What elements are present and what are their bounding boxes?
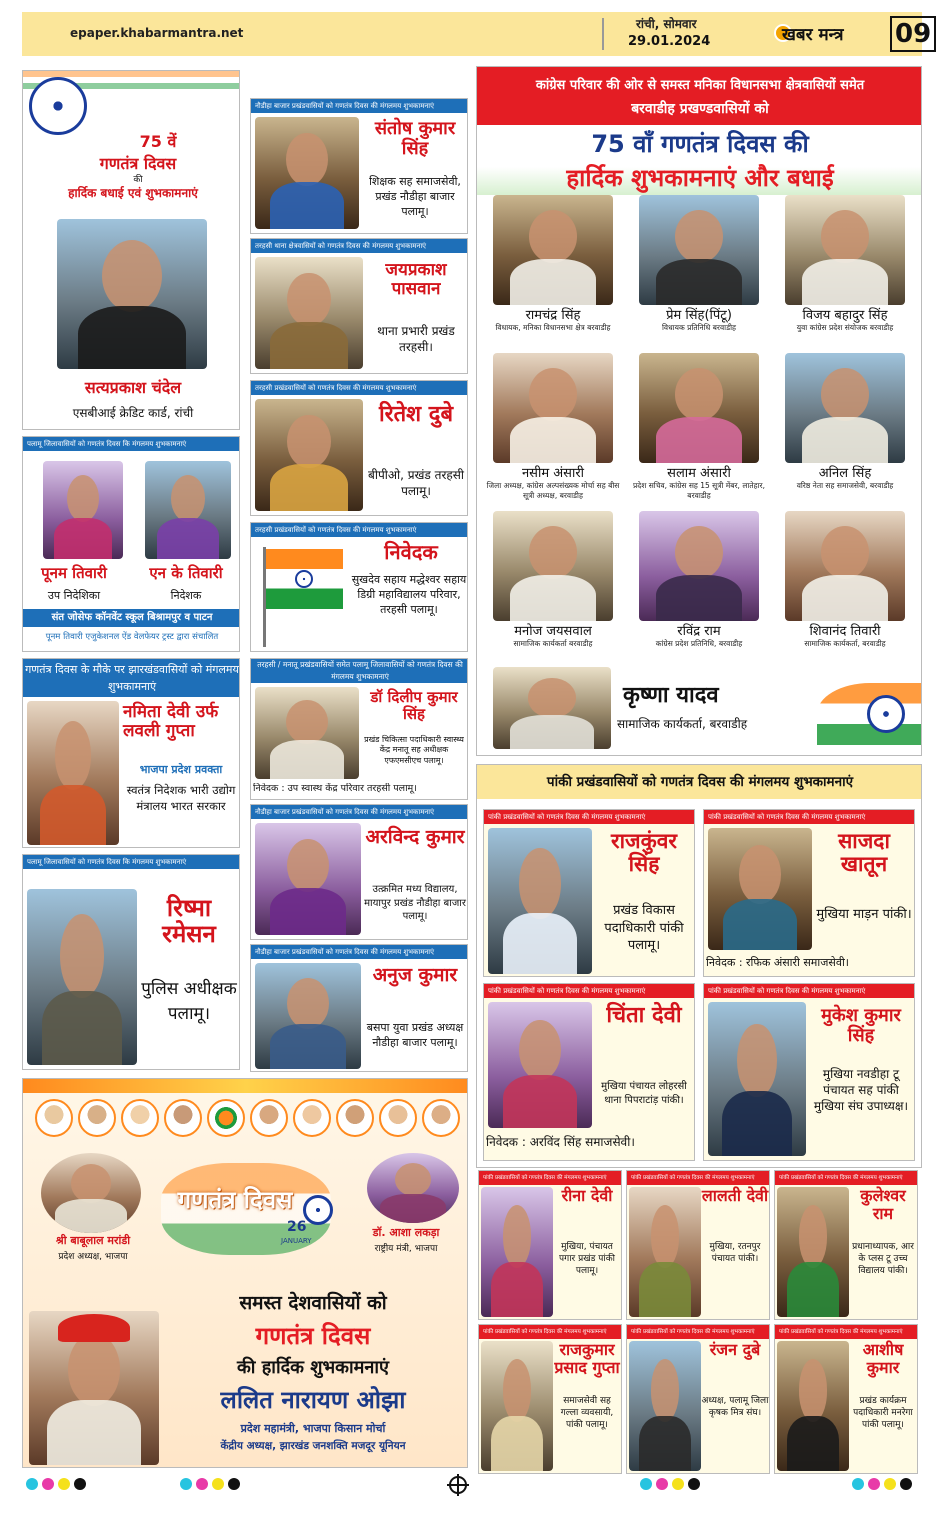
ad1-line3: की (133, 175, 143, 185)
congress-photo (493, 195, 613, 305)
panki-big-2 (703, 809, 915, 977)
photo-satyaprakash (57, 219, 207, 369)
panki-small-photo (777, 1341, 849, 1471)
photo-lalit (29, 1311, 159, 1465)
ad2-strip: पलामू जिलावासियों को गणतंत्र दिवस कि मंगलमय शुभकामनाएं (23, 437, 240, 451)
site-url[interactable]: epaper.khabarmantra.net (70, 26, 244, 40)
congress-photo (493, 353, 613, 463)
bjp-leader-thumb (35, 1099, 73, 1137)
col2-strip-6: नौडीहा बाजार प्रखंडवासियों को गणतंत्र दिवस की मंगलमय शुभकामनाएं (251, 805, 468, 819)
ad-anuj (250, 944, 468, 1072)
photo-chinta (488, 1002, 592, 1128)
col2-desc-6: उत्क्रमित मध्य विद्यालय, मायापुर प्रखंड नौडीहा बाजार पलामू। (364, 884, 466, 922)
col2-desc-1: शिक्षक सह समाजसेवी, प्रखंड नौडीहा बाजार पलामू। (369, 175, 461, 218)
photo-babulal (41, 1153, 141, 1233)
ashoka-chakra-icon (29, 77, 87, 135)
panki-big-name-2: साजदा खातून (838, 829, 890, 877)
bjp-logo-text: गणतंत्र दिवस (177, 1186, 293, 1214)
col2-name-3: रितेश दुबे (378, 402, 454, 427)
color-registration-mid-right (640, 1478, 700, 1492)
congress-person-desc: सामाजिक कार्यकर्ता, बरवाडीह (804, 639, 886, 648)
congress-person-desc: जिला अध्यक्ष, कांग्रेस अल्पसंख्यक मोर्चा सह बीस सूत्री अध्यक्ष, बरवाडीह (486, 481, 620, 500)
bjp-leader-thumb (422, 1099, 460, 1137)
col2-footer-5: निवेदक : उप स्वास्थ केंद्र परिवार तरहसी पलामू। (253, 783, 417, 794)
bjp-right-role: राष्ट्रीय मंत्री, भाजपा (374, 1244, 438, 1254)
col2-strip-5: तरहसी / मनातू प्रखंडवासियों समेत पलामू जिलावासियों को गणतंत्र दिवस की मंगलमय शुभकामनाएं (251, 659, 468, 683)
brand-name: खबर मन्त्र (782, 25, 844, 45)
bjp-name: ललित नारायण ओझा (220, 1386, 406, 1414)
panki-small-photo (481, 1187, 553, 1317)
congress-person-name: नसीम अंसारी (521, 466, 585, 481)
panki-big-name-1: राजकुंवर सिंह (610, 829, 677, 877)
col2-desc-2: थाना प्रभारी प्रखंड तरहसी। (377, 324, 455, 355)
panki-small-desc: समाजसेवी सह गल्ला व्यवसायी, पांकी पलामू। (560, 1396, 614, 1431)
bjp-leader-thumb (379, 1099, 417, 1137)
congress-photo (493, 511, 613, 621)
col2-desc-5: प्रखंड चिकित्सा पदाधिकारी स्वास्थ्य केंद्र मनातू सह अधीक्षक एफएमसीएच पलामू। (364, 735, 464, 765)
congress-person-desc: प्रदेश सचिव, कांग्रेस सह 15 सूत्री मेंबर, लातेहार, बरवाडीह (632, 481, 765, 500)
congress-photo (639, 353, 759, 463)
bjp-leader-thumb (250, 1099, 288, 1137)
bjp-left-name: श्री बाबूलाल मरांडी (55, 1234, 131, 1247)
photo-sajda (708, 828, 812, 950)
ad-panki (476, 764, 922, 1168)
congress-title2: हार्दिक शुभकामनाएं और बधाई (566, 164, 834, 192)
ad3-name: नमिता देवी उर्फ लवली गुप्ता (123, 702, 219, 741)
bjp-role2: केंद्रीय अध्यक्ष, झारखंड जनशक्ति मजदूर यूनियन (220, 1440, 406, 1452)
ad3-head: गणतंत्र दिवस के मौके पर झारखंडवासियों को मंगलमय शुभकामनाएं (23, 659, 240, 697)
ad4-name: रिष्मा रमेसन (162, 894, 216, 949)
panki-big-desc-1: प्रखंड विकास पदाधिकारी पांकी पलामू। (604, 903, 684, 954)
bjp-left-role: प्रदेश अध्यक्ष, भाजपा (58, 1252, 128, 1262)
ashoka-chakra-icon (303, 1195, 333, 1225)
col2-strip-2: तरहसी थाना क्षेत्रवासियों को गणतंत्र दिवस की मंगलमय शुभकामनाएं (251, 239, 468, 253)
panki-small-photo (629, 1341, 701, 1471)
congress-head2: बरवाडीह प्रखण्डवासियों को (631, 101, 769, 117)
col2-desc-4: सुखदेव सहाय मद्धेश्वर सहाय डिग्री महाविद्यालय परिवार, तरहसी पलामू। (351, 573, 467, 616)
bjp-line2: गणतंत्र दिवस (255, 1322, 371, 1350)
panki-small-desc: प्रखंड कार्यक्रम पदाधिकारी मनरेगा पांकी पलामू। (853, 1396, 913, 1431)
photo-anuj (255, 963, 361, 1069)
bjp-leader-thumb (336, 1099, 374, 1137)
panki-big-name-3: चिंता देवी (606, 1003, 682, 1028)
col2-strip-3: तरहसी प्रखंडवासियों को गणतंत्र दिवस की मंगलमय शुभकामनाएं (251, 381, 468, 395)
congress-person-name: शिवानंद तिवारी (809, 624, 881, 639)
bjp-line3: की हार्दिक शुभकामनाएं (236, 1357, 390, 1378)
panki-big-3 (483, 983, 695, 1161)
panki-small-card (626, 1324, 770, 1474)
bjp-leader-thumb (164, 1099, 202, 1137)
photo-rishma (27, 889, 137, 1065)
col2-strip-7: नौडीहा बाजार प्रखंडवासियों को गणतंत्र दिवस की मंगलमय शुभकामनाएं (251, 945, 468, 959)
ad-arvind (250, 804, 468, 940)
ad2-name1: पूनम तिवारी (41, 564, 107, 582)
ad-ritesh (250, 380, 468, 516)
congress-last-name: कृष्णा यादव (623, 683, 719, 708)
ad-jayprakash (250, 238, 468, 374)
ad-dilip (250, 658, 468, 800)
congress-last-desc: सामाजिक कार्यकर्ता, बरवाडीह (617, 717, 748, 731)
color-registration-left (26, 1478, 86, 1492)
panki-small-strip: पांकी प्रखंडवासियों को गणतंत्र दिवस की मंगलमय शुभकामनाएं (627, 1325, 770, 1339)
city-day: रांची, सोमवार (636, 17, 697, 31)
panki-small-photo (629, 1187, 701, 1317)
panki-small-name: रंजन दुबे (709, 1340, 761, 1359)
panki-head: पांकी प्रखंडवासियों को गणतंत्र दिवस की मंगलमय शुभकामनाएं (477, 765, 922, 799)
flag-chakra-icon (295, 570, 313, 588)
panki-small-name: कुलेश्वर राम (860, 1186, 906, 1223)
ad-tiwari (22, 436, 240, 652)
panki-strip-3: पांकी प्रखंडवासियों को गणतंत्र दिवस की मंगलमय शुभकामनाएं (484, 984, 695, 998)
bjp-leader-thumb (293, 1099, 331, 1137)
col2-strip-4: तरहसी प्रखंडवासियों को गणतंत्र दिवस की मंगलमय शुभकामनाएं (251, 523, 468, 537)
ad2-name2: एन के तिवारी (149, 564, 223, 582)
panki-big-desc-2: मुखिया माड़न पांकी। (816, 907, 912, 922)
ad4-desc: पुलिस अधीक्षक पलामू। (141, 979, 237, 1024)
congress-photo (639, 195, 759, 305)
ad1-line1: 75 वें (139, 132, 177, 151)
ad1-desc: एसबीआई क्रेडिट कार्ड, रांची (72, 406, 194, 420)
congress-photo (785, 353, 905, 463)
photo-dilip (255, 687, 359, 779)
photo-poonam-tiwari (43, 461, 123, 559)
congress-head1: कांग्रेस परिवार की ओर से समस्त मनिका विधानसभा क्षेत्रवासियों समेत (535, 78, 865, 93)
color-registration-mid-left (180, 1478, 240, 1492)
photo-asha (367, 1153, 459, 1223)
congress-photo (785, 195, 905, 305)
ad-rishma (22, 854, 240, 1070)
congress-person-desc: सामाजिक कार्यकर्ता बरवाडीह (513, 639, 593, 648)
congress-person-name: अनिल सिंह (818, 466, 872, 481)
panki-small-strip: पांकी प्रखंडवासियों को गणतंत्र दिवस की मंगलमय शुभकामनाएं (627, 1171, 770, 1185)
congress-person-name: रविंद्र राम (677, 624, 721, 639)
col2-strip-1: नौडीहा बाजार प्रखंडवासियों को गणतंत्र दिवस की मंगलमय शुभकामनाएं (251, 99, 468, 113)
ad2-role2: निदेशक (170, 589, 202, 602)
panki-small-desc: मुखिया, पंचायत पगार प्रखंड पांकी पलामू। (559, 1242, 615, 1277)
ad-satyaprakash (22, 70, 240, 430)
ad1-line4: हार्दिक बधाई एवं शुभकामनाएं (68, 186, 198, 200)
photo-krishna-yadav (493, 667, 611, 749)
header-divider (602, 18, 604, 50)
col2-name-1: संतोष कुमार सिंह (374, 118, 456, 159)
panki-big-desc-4: मुखिया नवडीहा टू पंचायत सह पांकी मुखिया संघ उपाध्यक्ष। (813, 1067, 909, 1114)
congress-person-desc: विधायक, मनिका विधानसभा क्षेत्र बरवाडीह (495, 323, 611, 332)
col2-desc-3: बीपीओ, प्रखंड तरहसी पलामू। (367, 468, 464, 499)
bjp-leader-thumb (78, 1099, 116, 1137)
bjp-right-name: डॉ. आशा लकड़ा (372, 1226, 440, 1239)
flag-pole (263, 547, 266, 647)
panki-small-name: राजकुमार प्रसाद गुप्ता (554, 1340, 620, 1377)
photo-mukesh (708, 1002, 806, 1156)
congress-person-desc: कांग्रेस प्रदेश प्रतिनिधि, बरवाडीह (655, 639, 743, 648)
panki-strip-4: पांकी प्रखंडवासियों को गणतंत्र दिवस की मंगलमय शुभकामनाएं (704, 984, 915, 998)
col2-name-7: अनुज कुमार (372, 964, 458, 986)
panki-small-photo (777, 1187, 849, 1317)
page-number: 09 (890, 16, 936, 52)
page-header (22, 12, 932, 56)
ad1-line2: गणतंत्र दिवस (99, 154, 177, 173)
congress-photo (639, 511, 759, 621)
panki-strip-1: पांकी प्रखंडवासियों को गणतंत्र दिवस की मंगलमय शुभकामनाएं (484, 810, 695, 824)
congress-person-name: विजय बहादुर सिंह (802, 308, 888, 323)
ad-santosh (250, 98, 468, 234)
ad2-school: संत जोसेफ कॉनवेंट स्कूल बिश्रामपुर व पाटन (23, 609, 240, 627)
panki-big-footer-2: निवेदक : रफिक अंसारी समाजसेवी। (706, 956, 849, 969)
col2-name-6: अरविन्द कुमार (365, 826, 465, 848)
congress-person-name: मनोज जयसवाल (514, 624, 592, 639)
panki-small-card (626, 1170, 770, 1320)
panki-small-strip: पांकी प्रखंडवासियों को गणतंत्र दिवस की मंगलमय शुभकामनाएं (479, 1325, 622, 1339)
ad3-role: भाजपा प्रदेश प्रवक्ता (139, 763, 223, 776)
panki-small-card (478, 1324, 622, 1474)
photo-santosh (255, 117, 359, 229)
panki-big-desc-3: मुखिया पंचायत लोहरसी थाना पिपराटांड़ पांकी। (601, 1081, 687, 1106)
bjp-leader-thumb (121, 1099, 159, 1137)
ashoka-chakra-icon (867, 695, 905, 733)
bjp-logo-month: JANUARY (281, 1237, 312, 1245)
congress-person-desc: युवा कांग्रेस प्रदेश संयोजक बरवाडीह (796, 323, 894, 332)
bjp-logo-num: 26 (287, 1219, 307, 1235)
photo-nk-tiwari (145, 461, 231, 559)
ad3-desc: स्वतंत्र निदेशक भारी उद्योग मंत्रालय भारत सरकार (126, 783, 236, 813)
congress-photo (785, 511, 905, 621)
panki-small-desc: मुखिया, रतनपुर पंचायत पांकी। (709, 1242, 761, 1265)
panki-small-name: आशीष कुमार (862, 1340, 904, 1377)
congress-title1: 75 वाँ गणतंत्र दिवस की (591, 130, 809, 158)
panki-small-name: लालती देवी (701, 1186, 769, 1205)
panki-small-card (774, 1170, 918, 1320)
panki-small-desc: अध्यक्ष, पलामू जिला कृषक मित्र संघ। (701, 1396, 769, 1419)
photo-namita (27, 701, 119, 845)
col2-name-5: डॉ दिलीप कुमार सिंह (370, 688, 458, 723)
bjp-line1: समस्त देशवासियों को (239, 1292, 387, 1314)
panki-strip-2: पांकी प्रखंडवासियों को गणतंत्र दिवस की मंगलमय शुभकामनाएं (704, 810, 915, 824)
ad-bjp (22, 1078, 468, 1468)
color-registration-right (852, 1478, 912, 1492)
bjp-role1: प्रदेश महामंत्री, भाजपा किसान मोर्चा (240, 1422, 386, 1435)
congress-person-name: प्रेम सिंह(पिंटू) (666, 308, 732, 323)
panki-small-card (774, 1324, 918, 1474)
photo-jayprakash (255, 257, 363, 369)
ad-college (250, 522, 468, 652)
congress-person-name: सलाम अंसारी (667, 466, 731, 481)
photo-rajkunwar (488, 828, 592, 974)
registration-mark-icon (449, 1476, 467, 1494)
ad4-strip: पलामू जिलावासियों को गणतंत्र दिवस कि मंगलमय शुभकामनाएं (23, 855, 240, 869)
ad1-name: सत्यप्रकाश चंदेल (84, 378, 182, 397)
ad-namita (22, 658, 240, 848)
issue-date: 29.01.2024 (628, 34, 711, 49)
panki-small-photo (481, 1341, 553, 1471)
panki-small-desc: प्रधानाध्यापक, आर के प्लस टू उच्च विद्यालय पांकी। (852, 1242, 914, 1277)
congress-person-name: रामचंद्र सिंह (525, 308, 581, 323)
panki-big-footer-3: निवेदक : अरविंद सिंह समाजसेवी। (486, 1135, 635, 1149)
ad2-role1: उप निदेशिका (47, 589, 101, 602)
photo-arvind (255, 823, 361, 935)
congress-person-desc: विधायक प्रतिनिधि बरवाडीह (661, 323, 737, 332)
panki-small-name: रीना देवी (561, 1186, 613, 1205)
panki-small-strip: पांकी प्रखंडवासियों को गणतंत्र दिवस की मंगलमय शुभकामनाएं (775, 1325, 918, 1339)
col2-name-4: निवेदक (384, 540, 438, 564)
ad2-trust: पूनम तिवारी एजुकेशनल ऐंड वेलफेयर ट्रस्ट द्वारा संचालित (45, 632, 219, 642)
panki-big-4 (703, 983, 915, 1161)
ad-congress (476, 66, 922, 756)
bjp-top-band (23, 1079, 468, 1093)
panki-small-strip: पांकी प्रखंडवासियों को गणतंत्र दिवस की मंगलमय शुभकामनाएं (775, 1171, 918, 1185)
congress-person-desc: वरिष्ठ नेता सह समाजसेवी, बरवाडीह (796, 481, 894, 490)
panki-small-card (478, 1170, 622, 1320)
bjp-lotus-logo-icon (207, 1099, 245, 1137)
col2-name-2: जयप्रकाश पासवान (385, 260, 447, 299)
panki-big-1 (483, 809, 695, 977)
panki-small-strip: पांकी प्रखंडवासियों को गणतंत्र दिवस की मंगलमय शुभकामनाएं (479, 1171, 622, 1185)
photo-ritesh (255, 399, 363, 511)
col2-desc-7: बसपा युवा प्रखंड अध्यक्ष नौडीहा बाजार पलामू। (366, 1021, 464, 1049)
panki-big-name-4: मुकेश कुमार सिंह (821, 1005, 901, 1046)
